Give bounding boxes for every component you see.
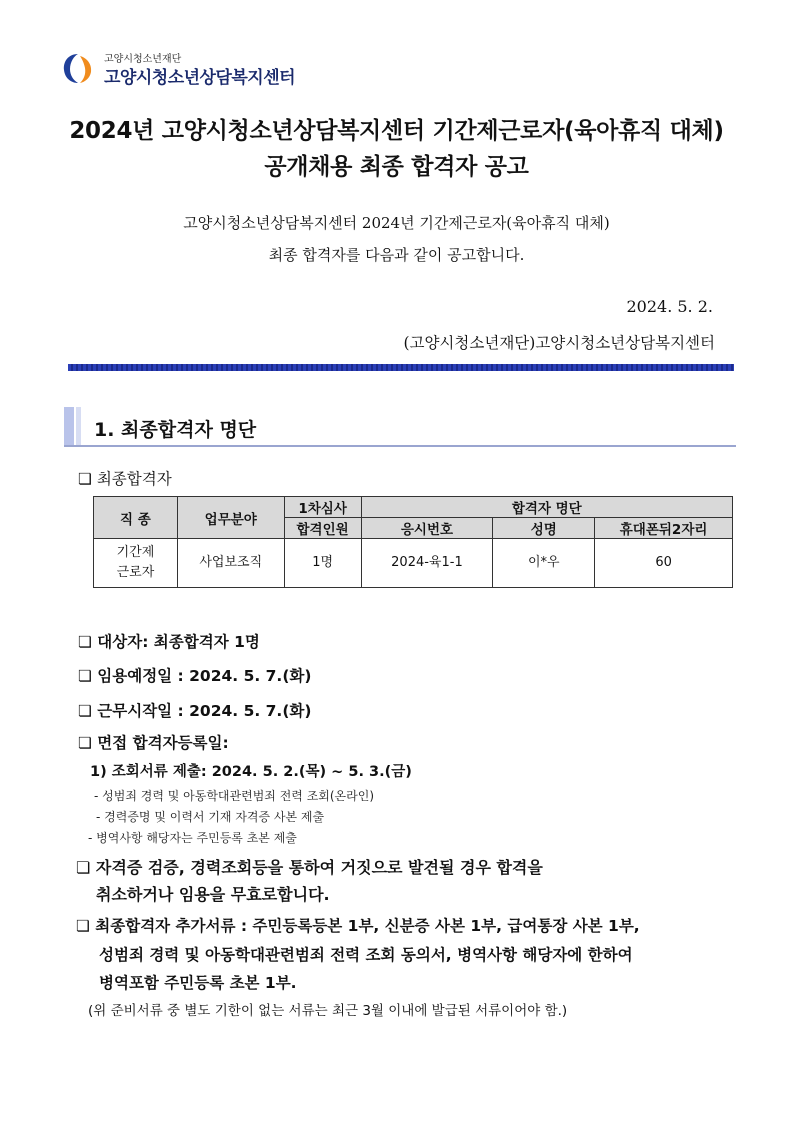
document-submission-period: 1) 조회서류 제출: 2024. 5. 2.(목) ~ 5. 3.(금) [90, 764, 412, 780]
page-title-line1: 2024년 고양시청소년상담복지센터 기간제근로자(육아휴직 대체) [69, 118, 724, 144]
intro-line2: 최종 합격자를 다음과 같이 공고합니다. [268, 246, 525, 264]
center-logo [60, 48, 320, 88]
additional-docs-line3: 병역포함 주민등록 초본 1부. [99, 974, 297, 992]
list-item: - 병역사항 해당자는 주민등록 초본 제출 [88, 831, 297, 845]
table-caption: ❏ 최종합격자 [78, 470, 172, 488]
additional-docs-line2: 성범죄 경력 및 아동학대관련범죄 전력 조회 동의서, 병역사항 해당자에 한하여 [99, 946, 633, 964]
divider-rule [68, 364, 734, 371]
section-header [64, 407, 736, 447]
header-field: 업무분야 [177, 497, 284, 539]
registration-item: ❏ 면접 합격자등록일: [78, 734, 229, 752]
header-name: 성명 [493, 518, 595, 539]
logo-center-name: 고양시청소년상담복지센터 [104, 68, 296, 88]
cell-exam-number: 2024-육1-1 [361, 539, 493, 588]
additional-docs-line1: ❏ 최종합격자 추가서류 : 주민등록등본 1부, 신분증 사본 1부, 급여통장 사본 1부, [76, 917, 640, 935]
page-title-line2: 공개채용 최종 합격자 공고 [264, 154, 529, 180]
cell-phone: 60 [595, 539, 733, 588]
header-phone-last2: 휴대폰뒤2자리 [595, 518, 733, 539]
appointment-date-item: ❏ 임용예정일 : 2024. 5. 7.(화) [78, 667, 312, 685]
logo-foundation-name: 고양시청소년재단 [104, 54, 182, 65]
header-pass-count: 합격인원 [284, 518, 361, 539]
cell-name: 이*우 [493, 539, 595, 588]
final-candidates-table [93, 496, 733, 588]
verification-notice-line2: 취소하거나 임용을 무효로합니다. [96, 885, 330, 904]
cell-job-type-line1: 기간제 [116, 545, 155, 560]
cell-job-type [94, 539, 178, 588]
work-start-item: ❏ 근무시작일 : 2024. 5. 7.(화) [78, 702, 312, 720]
cell-count: 1명 [284, 539, 361, 588]
header-first-review: 1차심사 [284, 497, 361, 518]
section-bar [64, 407, 74, 447]
header-exam-number: 응시번호 [361, 518, 493, 539]
logo-mark-icon [60, 50, 96, 86]
cell-field: 사업보조직 [177, 539, 284, 588]
document-validity-note: (위 준비서류 중 별도 기한이 없는 서류는 최근 3월 이내에 발급된 서류이어야 함.) [88, 1003, 568, 1019]
header-candidate-list: 합격자 명단 [361, 497, 732, 518]
header-job-type: 직 종 [94, 497, 178, 539]
list-item: - 성범죄 경력 및 아동학대관련범죄 전력 조회(온라인) [94, 789, 375, 803]
section-bar-light [76, 407, 81, 447]
verification-notice-line1: ❏ 자격증 검증, 경력조회등을 통하여 거짓으로 발견될 경우 합격을 [76, 858, 543, 877]
section-title: 1. 최종합격자 명단 [94, 419, 257, 441]
announcing-organization: (고양시청소년재단)고양시청소년상담복지센터 [403, 334, 715, 352]
target-item: ❏ 대상자: 최종합격자 1명 [78, 633, 260, 651]
announcement-date: 2024. 5. 2. [626, 297, 713, 316]
section-underline [64, 445, 736, 447]
list-item: - 경력증명 및 이력서 기재 자격증 사본 제출 [96, 810, 325, 824]
intro-line1: 고양시청소년상담복지센터 2024년 기간제근로자(육아휴직 대체) [183, 214, 610, 232]
table-row [94, 539, 733, 588]
cell-job-type-line2: 근로자 [116, 565, 155, 580]
